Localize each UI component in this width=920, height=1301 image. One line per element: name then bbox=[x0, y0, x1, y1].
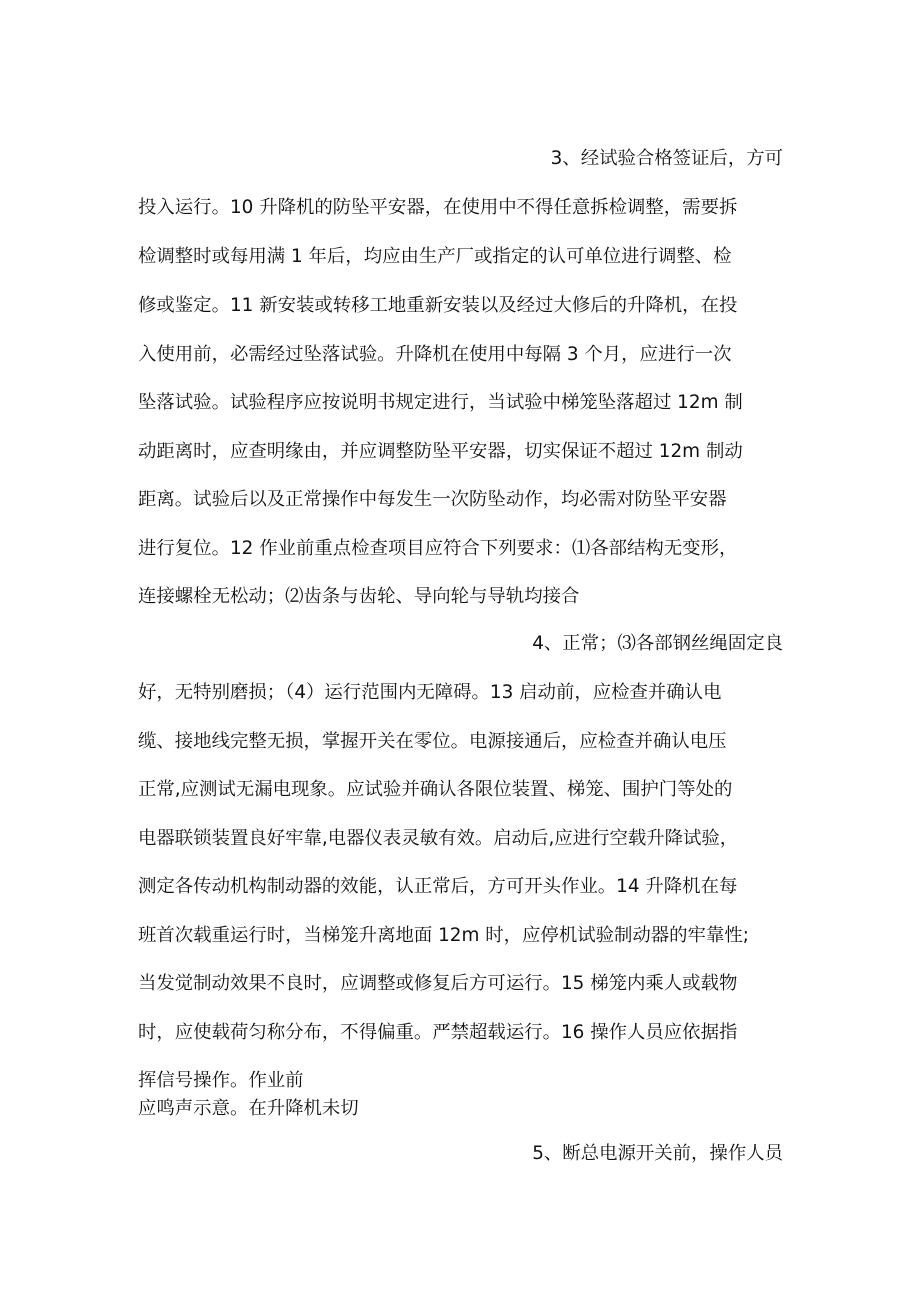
text-line: 时，应使载荷匀称分布，不得偏重。严禁超载运行。16 操作人员应依据指 bbox=[138, 1022, 738, 1043]
text-line: 检调整时或每用满 1 年后，均应由生产厂或指定的认可单位进行调整、检 bbox=[138, 246, 732, 267]
text-line: 动距离时，应查明缘由，并应调整防坠平安器，切实保证不超过 12m 制动 bbox=[138, 441, 743, 462]
text-line: 缆、接地线完整无损，掌握开关在零位。电源接通后，应检查并确认电压 bbox=[138, 731, 727, 752]
text-line: 电器联锁装置良好牢靠,电器仪表灵敏有效。启动后,应进行空载升降试验， bbox=[138, 828, 739, 849]
text-line: 进行复位。12 作业前重点检查项目应符合下列要求：⑴各部结构无变形， bbox=[138, 538, 738, 559]
text-line: 连接螺栓无松动；⑵齿条与齿轮、导向轮与导轨均接合 bbox=[138, 586, 580, 607]
text-line: 修或鉴定。11 新安装或转移工地重新安装以及经过大修后的升降机，在投 bbox=[138, 295, 738, 316]
text-line: 投入运行。10 升降机的防坠平安器，在使用中不得任意拆检调整，需要拆 bbox=[138, 197, 738, 218]
text-line: 挥信号操作。作业前 bbox=[138, 1070, 304, 1091]
text-line: 正常,应测试无漏电现象。应试验并确认各限位装置、梯笼、围护门等处的 bbox=[138, 779, 733, 800]
text-line: 测定各传动机构制动器的效能，认正常后，方可开头作业。14 升降机在每 bbox=[138, 876, 738, 897]
text-line: 距离。试验后以及正常操作中每发生一次防坠动作，均必需对防坠平安器 bbox=[138, 489, 727, 510]
text-line: 3、经试验合格签证后，方可 bbox=[550, 148, 783, 169]
text-line: 好，无特别磨损；（4）运行范围内无障碍。13 启动前，应检查并确认电 bbox=[138, 682, 722, 703]
text-line: 5、断总电源开关前，操作人员 bbox=[532, 1143, 783, 1164]
text-line: 入使用前，必需经过坠落试验。升降机在使用中每隔 3 个月，应进行一次 bbox=[138, 344, 732, 365]
text-line: 班首次载重运行时，当梯笼升离地面 12m 时，应停机试验制动器的牢靠性; bbox=[138, 925, 749, 946]
text-line: 当发觉制动效果不良时，应调整或修复后方可运行。15 梯笼内乘人或载物 bbox=[138, 973, 738, 994]
text-line: 应鸣声示意。在升降机未切 bbox=[138, 1098, 359, 1119]
text-line: 坠落试验。试验程序应按说明书规定进行，当试验中梯笼坠落超过 12m 制 bbox=[138, 392, 743, 413]
text-line: 4、正常；⑶各部钢丝绳固定良 bbox=[532, 633, 783, 654]
